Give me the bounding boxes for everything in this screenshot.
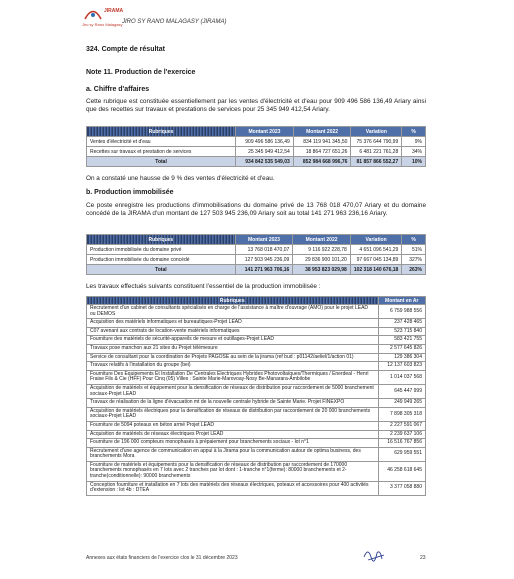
cell-value: 127 503 945 236,09 xyxy=(235,255,293,265)
company-name: JIRO SY RANO MALAGASY (JIRAMA) xyxy=(122,19,227,25)
cell-label: Acquisition des matériels informatiques et bureautiques-Projet LEAD xyxy=(87,319,379,328)
cell-label: Production immobilisée du domaine concédé xyxy=(87,255,236,265)
page-number: 23 xyxy=(420,555,426,561)
cell-label: Travaux de réalisation de la ligne d'évacuation mt de la nouvelle centrale hybride de Sainte Marie. Projet FINEXPO xyxy=(87,399,379,408)
total-value: 263% xyxy=(402,265,426,275)
table-row xyxy=(87,255,426,265)
logo-word: JIRAMA xyxy=(104,8,124,14)
note-title: Note 11. Production de l'exercice xyxy=(86,69,196,76)
table-row xyxy=(87,353,426,362)
cell-value: 46 258 618 645 xyxy=(378,461,425,481)
cell-value: 583 421 755 xyxy=(378,336,425,345)
revenue-table xyxy=(86,126,426,167)
cell-label: Fourniture des matériels de sécurité-appareils de mesure et outillages-Projet LEAD xyxy=(87,336,379,345)
works-table-body xyxy=(87,305,426,496)
cell-value: 2 227 591 067 xyxy=(378,421,425,430)
table-row xyxy=(87,421,426,430)
jirama-logo xyxy=(82,8,282,30)
table-row xyxy=(87,147,426,157)
table-row xyxy=(87,362,426,371)
cell-value: 249 949 265 xyxy=(378,399,425,408)
table-row xyxy=(87,439,426,448)
paragraph-a: Cette rubrique est constituée essentiellement par les ventes d'électricité et d'eau pour 909 496 586 136,49 Ariary ainsi que des recettes sur travaux et prestations de services pour 25 345 949 412,54 Ariary. xyxy=(86,98,426,113)
cell-value: 834 119 941 345,50 xyxy=(293,137,351,147)
total-value: 141 271 963 706,16 xyxy=(235,265,293,275)
col-percent: % xyxy=(402,235,426,245)
cell-value: 523 715 840 xyxy=(378,327,425,336)
total-value: 852 984 668 996,76 xyxy=(293,157,351,167)
col-percent: % xyxy=(402,127,426,137)
cell-value: 13 768 018 470,07 xyxy=(235,245,293,255)
cell-value: 2 239 637 106 xyxy=(378,430,425,439)
paragraph-a2: On a constaté une hausse de 9 % des ventes d'électricité et d'eau. xyxy=(86,175,275,182)
col-2023: Montant 2023 xyxy=(235,235,293,245)
cell-value: 237 428 465 xyxy=(378,319,425,328)
col-rubriques: Rubriques xyxy=(87,235,236,245)
cell-value: 909 496 586 136,49 xyxy=(236,137,294,147)
cell-value: 129 386 304 xyxy=(378,353,425,362)
total-row xyxy=(87,157,426,167)
paragraph-b: Ce poste enregistre les productions d'immobilisations du domaine privé de 13 768 018 470,07 Ariary et du domaine concédé de la JIRAMA d'un montant de 127 503 945 236,09 Ariary soit au total 141 271 963 236,16 Ariary. xyxy=(86,202,426,217)
cell-label: Recrutement d'une agence de communication en appui à la Jirama pour la communication autour de optima business, des branchements Mora xyxy=(87,447,379,461)
total-value: 934 842 535 549,03 xyxy=(236,157,294,167)
cell-value: 3 377 058 880 xyxy=(378,481,425,495)
logo-sub: Jiro sy Rano Malagasy xyxy=(82,22,123,27)
cell-label: Acquisition de matériels et équipement pour la densification de réseaux de distribution pour raccordement de 5000 branchement sociaux-Projet LEAD xyxy=(87,384,379,398)
table-row xyxy=(87,447,426,461)
cell-label: Fourniture de matériels et équipements pour la densification de réseaux de distribution par raccordement de 170000 branchements monophasés en 7 lots avec 2 tranches par lot dont : 1-tranche n°1(ferme): 80000 branchements et 2-tranche(conditionnelle): 90000 branchements xyxy=(87,461,379,481)
cell-value: 29 836 900 101,20 xyxy=(293,255,351,265)
table-row xyxy=(87,481,426,495)
table-row xyxy=(87,319,426,328)
table-row xyxy=(87,461,426,481)
col-rubriques: Rubriques xyxy=(87,297,379,305)
table-row xyxy=(87,137,426,147)
cell-label: Conception fourniture et installation en 7 lots des matériels des réseaux électriques, poteaux et accessoires pour 400 activités d'extension : lot 4b : DTEA xyxy=(87,481,379,495)
subsection-b-title: b. Production immobilisée xyxy=(86,189,174,196)
cell-value: 97 667 045 134,89 xyxy=(350,255,402,265)
cell-label: Fourniture Des Equipements Et Installation De Centrales Electriques Hybrides Photovoltaïques/Thermiques / Enerdeal - Henri Fraise Fils & Cie (HFF) Pour Cinq (05) Villes : Sainte Marie-Marovoay-Nosy Be-Manarara-Ambilobe xyxy=(87,370,379,384)
table-row xyxy=(87,384,426,398)
total-value: 38 953 823 029,98 xyxy=(293,265,351,275)
col-2022: Montant 2022 xyxy=(293,127,351,137)
cell-label: C07 avenant aux contrats de location-vente matériels informatiques xyxy=(87,327,379,336)
cell-value: 629 959 551 xyxy=(378,447,425,461)
table-row xyxy=(87,344,426,353)
total-value: 10% xyxy=(402,157,426,167)
cell-label: Acquisition de matériels électriques pour la densification de réseaux de distribution par raccordement de 20 000 branchements sociaux-Projet LEAD xyxy=(87,407,379,421)
cell-label: Travaux relatifs à l'installation du groupe (bei) xyxy=(87,362,379,371)
total-label: Total xyxy=(87,157,236,167)
table-row xyxy=(87,327,426,336)
cell-value: 645 447 999 xyxy=(378,384,425,398)
cell-value: 4 651 096 541,29 xyxy=(350,245,402,255)
table-row xyxy=(87,305,426,319)
cell-label: Fourniture de 5094 poteaux en béton armé Projet LEAD xyxy=(87,421,379,430)
col-rubriques: Rubriques xyxy=(87,127,236,137)
cell-label: Fourniture de 196 000 compteurs monophasés à prépaiement pour branchements sociaux - lot n°1 xyxy=(87,439,379,448)
total-row xyxy=(87,265,426,275)
total-label: Total xyxy=(87,265,236,275)
cell-value: 9% xyxy=(402,137,426,147)
col-variation: Variation xyxy=(350,235,402,245)
section-title: 324. Compte de résultat xyxy=(86,46,165,53)
footer-text: Annexes aux états financiers de l'exercice clos le 31 décembre 2023 xyxy=(86,555,238,561)
total-value: 102 318 140 676,18 xyxy=(350,265,402,275)
col-variation: Variation xyxy=(351,127,402,137)
cell-label: Recettes sur travaux et prestation de services xyxy=(87,147,236,157)
table-row xyxy=(87,399,426,408)
cell-value: 6 759 988 556 xyxy=(378,305,425,319)
cell-label: Recrutement d'un cabinet de consultants spécialisés en charge de l'assistance à maître d'ouvrage (AMO) pour le projet LEAD ou DEMOS xyxy=(87,305,379,319)
cell-value: 51% xyxy=(402,245,426,255)
table-row xyxy=(87,336,426,345)
cell-label: Acquisition de matériels de réseaux électriques Projet LEAD xyxy=(87,430,379,439)
cell-value: 34% xyxy=(402,147,426,157)
cell-value: 75 376 644 790,99 xyxy=(351,137,402,147)
signature-mark xyxy=(362,545,386,563)
subsection-a-title: a. Chiffre d'affaires xyxy=(86,86,150,93)
cell-value: 7 898 305 318 xyxy=(378,407,425,421)
cell-value: 16 516 767 856 xyxy=(378,439,425,448)
table-row xyxy=(87,370,426,384)
col-2022: Montant 2022 xyxy=(293,235,351,245)
table-row xyxy=(87,430,426,439)
col-2023: Montant 2023 xyxy=(236,127,294,137)
cell-value: 2 577 645 826 xyxy=(378,344,425,353)
production-table xyxy=(86,234,426,275)
col-montant: Montant en Ar xyxy=(378,297,425,305)
table-row xyxy=(87,407,426,421)
paragraph-b2: Les travaux effectués suivants constituent l'essentiel de la production immobilisée : xyxy=(86,283,321,290)
cell-label: Service de consultant pour la coordination de Projets PAGOSE au sein de la jirama (ref bud : p01142/aeliel/1/action 01) xyxy=(87,353,379,362)
cell-value: 25 345 949 412,54 xyxy=(236,147,294,157)
table-row xyxy=(87,245,426,255)
logo-mark-icon xyxy=(84,8,102,20)
cell-label: Ventes d'électricité et d'eau xyxy=(87,137,236,147)
cell-value: 6 481 221 761,28 xyxy=(351,147,402,157)
cell-label: Travaux pose manchon aux 21 sites du Projet télémesure xyxy=(87,344,379,353)
cell-value: 9 116 922 228,78 xyxy=(293,245,351,255)
total-value: 81 857 866 552,27 xyxy=(351,157,402,167)
cell-value: 1 014 037 568 xyxy=(378,370,425,384)
works-table xyxy=(86,296,426,496)
cell-label: Production immobilisée du domaine privé xyxy=(87,245,236,255)
cell-value: 12 137 603 823 xyxy=(378,362,425,371)
cell-value: 18 864 727 651,26 xyxy=(293,147,351,157)
cell-value: 327% xyxy=(402,255,426,265)
